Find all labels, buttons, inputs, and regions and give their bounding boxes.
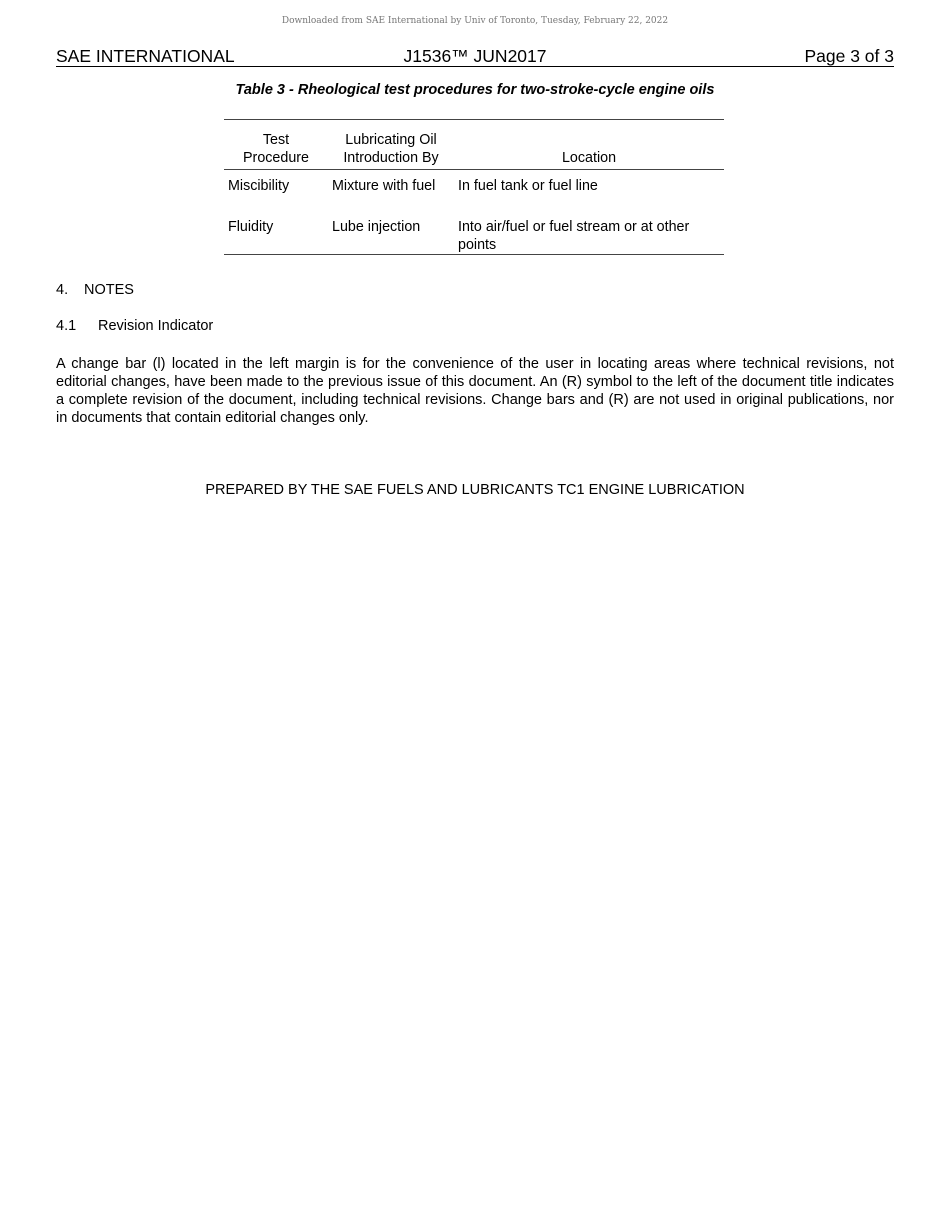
publisher-name: SAE INTERNATIONAL [56,46,235,66]
header-introduction-by: Lubricating Oil Introduction By [328,131,454,170]
rheological-procedures-table [224,119,724,255]
table-top-rule [224,120,724,132]
cell-location: In fuel tank or fuel line [458,178,598,194]
cell-introduction: Mixture with fuel [332,178,436,194]
cell-location: Into air/fuel or fuel stream or at other points [454,218,724,255]
page-header [56,44,894,67]
section-heading-notes: 4. NOTES [56,282,134,298]
cell-procedure: Miscibility [228,178,290,194]
cell-introduction: Lube injection [328,218,454,255]
table-header-row [224,131,724,170]
cell-procedure: Fluidity [224,218,328,255]
table-row [224,218,724,255]
table-caption: Table 3 - Rheological test procedures for two-stroke-cycle engine oils [235,82,715,98]
document-id: J1536™ JUN2017 [403,46,547,66]
subsection-heading-revision-indicator: 4.1 Revision Indicator [56,318,214,334]
table-row [224,170,724,219]
header-test-procedure: Test Procedure [224,131,328,170]
prepared-by-line: PREPARED BY THE SAE FUELS AND LUBRICANTS TC1 ENGINE LUBRICATION [205,482,745,498]
page-number: Page 3 of 3 [804,46,894,66]
download-watermark: Downloaded from SAE International by Univ of Toronto, Tuesday, February 22, 2022 [281,16,669,26]
header-location: Location [454,131,724,170]
revision-indicator-paragraph: A change bar (l) located in the left margin is for the convenience of the user in locating areas where technical revisions, not editorial changes, have been made to the previous issue of this document. An (R) symbol to the left of the document title indicates a complete revision of the document, including technical revisions. Change bars and (R) are not used in original publications, nor in documents that contain editorial changes only. [56,356,894,426]
